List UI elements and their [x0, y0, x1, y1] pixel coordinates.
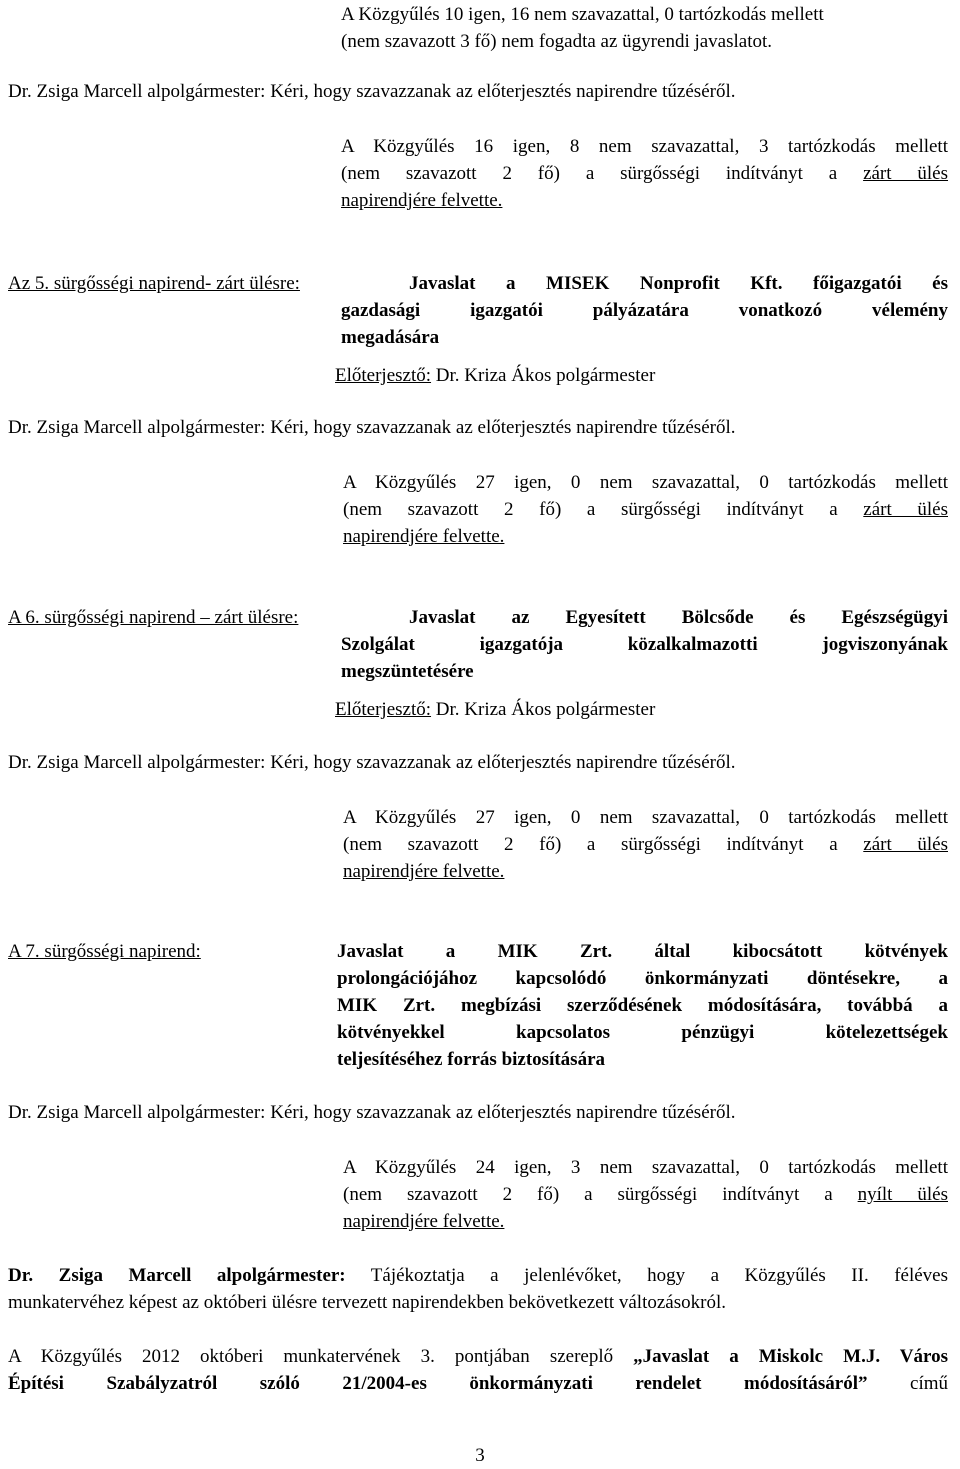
speaker-text: Kéri, hogy szavazzanak az előterjesztés napirendre tűzéséről. [265, 81, 736, 102]
speaker-text: Tájékoztatja a jelenlévőket, hogy a Közgyűlés II. féléves [345, 1265, 948, 1286]
vote-line-2: (nem szavazott 2 fő) a sürgősségi indítványt a zárt ülés [341, 163, 949, 184]
speaker-text: Kéri, hogy szavazzanak az előterjesztés napirendre tűzéséről. [265, 752, 736, 773]
speaker-name: Dr. Zsiga Marcell alpolgármester: [8, 81, 266, 102]
vote-line: napirendjére felvette. [341, 190, 503, 211]
page-number: 3 [475, 1445, 485, 1466]
agenda-title-5: Javaslat a MISEK Nonprofit Kft. főigazgatói és gazdasági igazgatói pályázatára vonatkozó vélemény megadására [341, 273, 948, 348]
proposal-title: „Javaslat a Miskolc M.J. Város [633, 1346, 948, 1367]
speaker-statement-4 [8, 1099, 948, 1126]
speaker-name: Dr. Zsiga Marcell alpolgármester: [8, 1102, 266, 1123]
presenter-label: Előterjesztő: [335, 699, 432, 720]
presenter-name: Dr. Kriza Ákos polgármester [431, 699, 656, 720]
vote-line: A Közgyűlés 16 igen, 8 nem szavazattal, 3 tartózkodás mellett [341, 136, 948, 157]
agenda-label-5: Az 5. sürgősségi napirend- zárt ülésre: [8, 273, 300, 294]
session-type: zárt ülés [863, 499, 948, 520]
vote-result-5: A Közgyűlés 24 igen, 3 nem szavazattal, 0 tartózkodás mellett (nem szavazott 2 fő) a sürgősségi indítványt a nyílt ülés napirendjére felvette. [343, 1157, 948, 1232]
vote-line: (nem szavazott 3 fő) nem fogadta az ügyrendi javaslatot. [341, 31, 773, 52]
speaker-text: Kéri, hogy szavazzanak az előterjesztés napirendre tűzéséről. [265, 417, 736, 438]
speaker-statement-3 [8, 749, 948, 776]
final-paragraph: A Közgyűlés 2012 októberi munkatervének 3. pontjában szereplő „Javaslat a Miskolc M.J. Város Építési Szabályzatról szóló 21/2004-es önkormányzati rendelet módosításáról” című [8, 1346, 948, 1394]
speaker-name: Dr. Zsiga Marcell alpolgármester: [8, 1265, 346, 1286]
proposal-title-cont: Építési Szabályzatról szóló 21/2004-es önkormányzati rendelet módosításáról” [8, 1373, 868, 1394]
session-type: nyílt ülés [857, 1184, 948, 1205]
presenter-5 [335, 362, 942, 389]
vote-result-4: A Közgyűlés 27 igen, 0 nem szavazattal, 0 tartózkodás mellett (nem szavazott 2 fő) a sürgősségi indítványt a zárt ülés napirendjére felvette. [343, 807, 948, 882]
agenda-label-6: A 6. sürgősségi napirend – zárt ülésre: [8, 607, 299, 628]
vote-result-3: A Közgyűlés 27 igen, 0 nem szavazattal, 0 tartózkodás mellett (nem szavazott 2 fő) a sürgősségi indítványt a zárt ülés napirendjére felvette. [343, 472, 948, 547]
presenter-name: Dr. Kriza Ákos polgármester [431, 365, 656, 386]
speaker-statement-1 [8, 78, 948, 105]
vote-result-1 [341, 1, 948, 55]
speaker-statement-5: Dr. Zsiga Marcell alpolgármester: Tájékoztatja a jelenlévőket, hogy a Közgyűlés II. féléves munkatervéhez képest az októberi ülésre tervezett napirendekben bekövetkezett változásokról. [8, 1265, 948, 1313]
speaker-statement-2 [8, 414, 948, 441]
agenda-title-6: Javaslat az Egyesített Bölcsőde és Egészségügyi Szolgálat igazgatója közalkalmazotti jogviszonyának megszüntetésére [341, 607, 948, 682]
speaker-text: Kéri, hogy szavazzanak az előterjesztés napirendre tűzéséről. [265, 1102, 736, 1123]
session-type: zárt ülés [863, 834, 948, 855]
vote-line: A Közgyűlés 10 igen, 16 nem szavazattal, 0 tartózkodás mellett [341, 4, 824, 25]
presenter-label: Előterjesztő: [335, 365, 432, 386]
session-type: zárt ülés [863, 163, 949, 184]
presenter-6 [335, 696, 942, 723]
vote-result-2 [341, 133, 948, 214]
speaker-name: Dr. Zsiga Marcell alpolgármester: [8, 752, 266, 773]
agenda-title-7: Javaslat a MIK Zrt. által kibocsátott kötvények prolongációjához kapcsolódó önkormányzati döntésekre, a MIK Zrt. megbízási szerződésének módosítására, továbbá a kötvényekkel kapcsolatos pénzügyi kötelezettségek teljesítéséhez forrás biztosítására [337, 941, 948, 1070]
agenda-label-7: A 7. sürgősségi napirend: [8, 941, 201, 962]
speaker-name: Dr. Zsiga Marcell alpolgármester: [8, 417, 266, 438]
